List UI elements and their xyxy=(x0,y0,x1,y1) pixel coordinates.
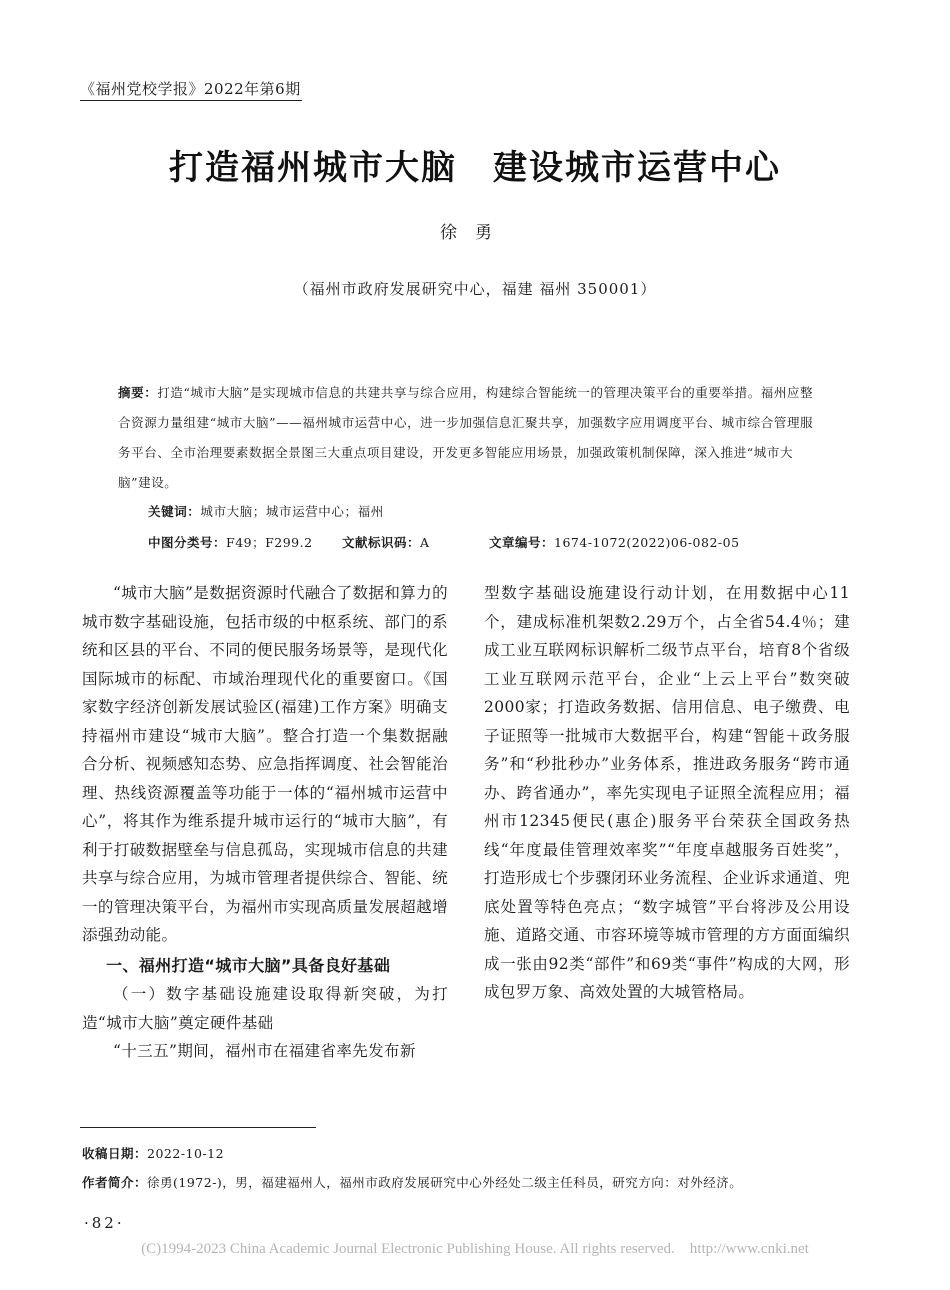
abstract-label: 摘要： xyxy=(118,385,158,400)
body-right-column xyxy=(484,579,850,1007)
author-name: 徐勇 xyxy=(440,223,510,243)
journal-header: 《福州党校学报》2022年第6期 xyxy=(80,80,301,98)
received-date xyxy=(82,1144,224,1162)
article-title: 打造福州城市大脑 建设城市运营中心 xyxy=(169,148,781,188)
body-paragraph: “城市大脑”是数据资源时代融合了数据和算力的城市数字基础设施，包括市级的中枢系统、部门的系统和区县的平台、不同的便民服务场景等，是现代化国际城市的标配、市域治理现代化的重要窗口。《国家数字经济创新发展试验区(福建)工作方案》明确支持福州市建设“城市大脑”。整合打造一个集数据融合分析、视频感知态势、应急指挥调度、社会智能治理、热线资源覆盖等功能于一体的“福州城市运营中心”，将其作为维系提升城市运行的“城市大脑”，有利于打破数据壁垒与信息孤岛，实现城市信息的共建共享与综合应用，为城市管理者提供综合、智能、统一的管理决策平台，为福州市实现高质量发展超越增添强劲动能。 xyxy=(82,584,448,944)
header-rule xyxy=(80,100,302,101)
document-code xyxy=(342,533,430,551)
author-bio xyxy=(82,1173,742,1191)
document-code-label: 文献标识码： xyxy=(342,535,421,550)
received-value: 2022-10-12 xyxy=(147,1146,225,1161)
body-paragraph: “十三五”期间，福州市在福建省率先发布新 xyxy=(113,1042,416,1060)
bio-label: 作者简介： xyxy=(82,1175,148,1190)
classification-label: 中图分类号： xyxy=(148,535,227,550)
classification-value: F49；F299.2 xyxy=(226,535,313,550)
keywords-label: 关键词： xyxy=(148,504,201,519)
keywords xyxy=(148,502,384,520)
article-number xyxy=(489,533,740,551)
article-number-value: 1674-1072(2022)06-082-05 xyxy=(554,535,740,550)
affiliation: （福州市政府发展研究中心，福建 福州 350001） xyxy=(293,280,657,298)
keywords-text: 城市大脑；城市运营中心；福州 xyxy=(200,504,384,519)
article-number-label: 文章编号： xyxy=(489,535,555,550)
abstract xyxy=(118,378,818,498)
copyright-watermark: (C)1994-2023 China Academic Journal Electronic Publishing House. All rights reserved. http://www.cnki.net xyxy=(141,1241,809,1257)
footnote-rule xyxy=(80,1127,316,1128)
classification xyxy=(148,533,313,551)
section-heading: 一、福州打造“城市大脑”具备良好基础 xyxy=(106,955,391,975)
body-left-column xyxy=(82,579,448,1066)
page-number: ·82· xyxy=(84,1214,125,1232)
body-paragraph: 型数字基础设施建设行动计划，在用数据中心11个，建成标准机架数2.29万个，占全省54.4％；建成工业互联网标识解析二级节点平台，培育8个省级工业互联网示范平台，企业“上云上平台”数突破2000家；打造政务数据、信用信息、电子缴费、电子证照等一批城市大数据平台，构建“智能＋政务服务”和“秒批秒办”业务体系，推进政务服务“跨市通办、跨省通办”，率先实现电子证照全流程应用；福州市12345便民(惠企)服务平台荣获全国政务热线“年度最佳管理效率奖”“年度卓越服务百姓奖”，打造形成七个步骤闭环业务流程、企业诉求通道、兜底处置等特色亮点；“数字城管”平台将涉及公用设施、道路交通、市容环境等城市管理的方方面面编织成一张由92类“部件”和69类“事件”构成的大网，形成包罗万象、高效处置的大城管格局。 xyxy=(484,584,850,1001)
document-code-value: A xyxy=(420,535,430,550)
bio-text: 徐勇(1972-)，男，福建福州人，福州市政府发展研究中心外经处二级主任科员，研究方向：对外经济。 xyxy=(147,1175,743,1190)
abstract-text: 打造“城市大脑”是实现城市信息的共建共享与综合应用，构建综合智能统一的管理决策平台的重要举措。福州应整合资源力量组建“城市大脑”——福州城市运营中心，进一步加强信息汇聚共享，加强数字应用调度平台、城市综合管理服务平台、全市治理要素数据全景图三大重点项目建设，开发更多智能应用场景，加强政策机制保障，深入推进“城市大脑”建设。 xyxy=(118,385,814,490)
subsection-heading: （一）数字基础设施建设取得新突破，为打造“城市大脑”奠定硬件基础 xyxy=(82,985,448,1032)
received-label: 收稿日期： xyxy=(82,1146,148,1161)
